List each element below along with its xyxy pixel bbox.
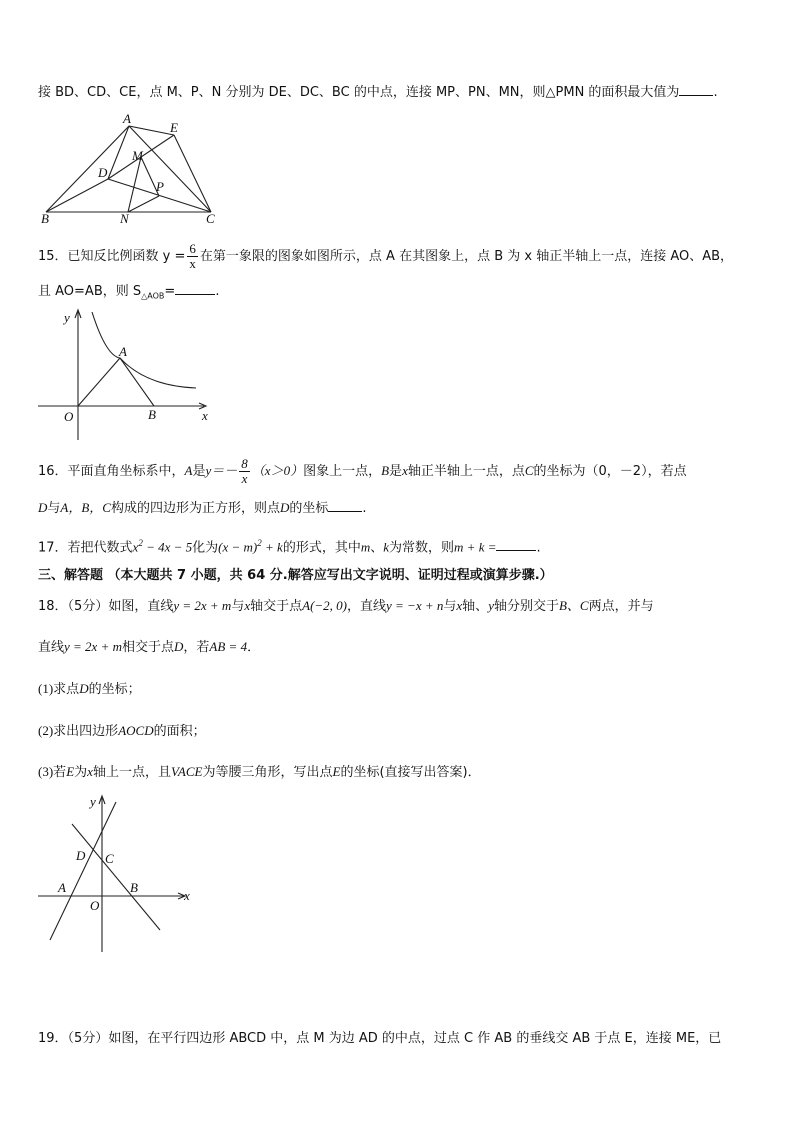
fig18-label-o: O: [90, 898, 100, 913]
fig18-label-d: D: [76, 848, 86, 863]
fig15-label-b: B: [148, 407, 156, 422]
fig15-label-y: y: [64, 310, 70, 325]
q18-line2: 直线y = 2x + m相交于点D，若AB = 4．: [38, 639, 261, 655]
q18-part2: (2)求出四边形AOCD的面积；: [38, 723, 206, 739]
q15-fraction: $\frac{6}{x}$: [189, 241, 196, 271]
fig14-label-e: E: [170, 120, 178, 135]
fig14-label-c: C: [206, 211, 215, 224]
q16-answer-blank[interactable]: [328, 499, 362, 512]
section3-title: 三、解答题 （本大题共 7 小题，共 64 分.解答应写出文字说明、证明过程或演算步骤.）: [38, 568, 553, 583]
fig18-label-x: x: [184, 888, 190, 903]
q14-answer-blank[interactable]: [679, 83, 713, 96]
q14-text-line: 接 BD、CD、CE，点 M、P、N 分别为 DE、DC、BC 的中点，连接 MP、PN、MN，则△PMN 的面积最大值为 .: [38, 85, 718, 100]
q18-part3: (3)若E为x轴上一点，且VACE为等腰三角形，写出点E的坐标(直接写出答案)．: [38, 764, 481, 780]
fig14-label-a: A: [123, 112, 131, 126]
q15-answer-blank[interactable]: [175, 282, 215, 295]
fig18-label-b: B: [130, 880, 138, 895]
q18-figure: [36, 792, 196, 958]
fig14-label-p: P: [156, 179, 164, 194]
q15-figure: [36, 306, 216, 446]
q17-line: 17．若把代数式$x^2 - 4x - 5$化为$(x - m)^2 + k$的形式，其中m、k为常数，则m + k = .: [38, 538, 541, 556]
q16-line1: 16．平面直角坐标系中，A是y＝－ $\frac{8}{x}$ （x＞0）图象上一点，B是x轴正半轴上一点，点C的坐标为（0，－2），若点: [38, 456, 687, 486]
q15-line2: 且 AO=AB，则 $S_{\triangle AOB}=$ .: [38, 284, 220, 301]
q14-text: 接 BD、CD、CE，点 M、P、N 分别为 DE、DC、BC 的中点，连接 MP、PN、MN，则△PMN 的面积最大值为: [38, 85, 680, 100]
q18-line1: 18．（5分）如图，直线y = 2x + m与x轴交于点A(−2, 0)，直线y = −x + n与x轴、y轴分别交于B、C两点，并与: [38, 598, 654, 614]
fig18-label-c: C: [105, 851, 114, 866]
fig14-label-n: N: [120, 211, 129, 224]
fig14-label-b: B: [41, 211, 49, 224]
fig14-label-m: M: [132, 148, 143, 163]
fig18-label-y: y: [90, 794, 96, 809]
q18-part1: (1)求点D的坐标；: [38, 681, 141, 697]
fig18-label-a: A: [58, 880, 66, 895]
q15-line1: 15．已知反比例函数 y = $\frac{6}{x}$ 在第一象限的图象如图所示，点 A 在其图象上，点 B 为 x 轴正半轴上一点，连接 AO、AB，: [38, 241, 734, 271]
fig15-label-x: x: [202, 408, 208, 423]
fig14-label-d: D: [98, 165, 108, 180]
q14-figure: [36, 112, 222, 224]
q17-answer-blank[interactable]: [496, 538, 536, 551]
q16-fraction: $\frac{8}{x}$: [241, 456, 248, 486]
fig15-label-o: O: [64, 409, 74, 424]
fig15-label-a: A: [119, 344, 127, 359]
q19-line: 19．（5分）如图，在平行四边形 ABCD 中，点 M 为边 AD 的中点，过点 C 作 AB 的垂线交 AB 于点 E，连接 ME，已: [38, 1031, 722, 1046]
q16-line2: D与A，B，C构成的四边形为正方形，则点D的坐标 .: [38, 500, 367, 516]
